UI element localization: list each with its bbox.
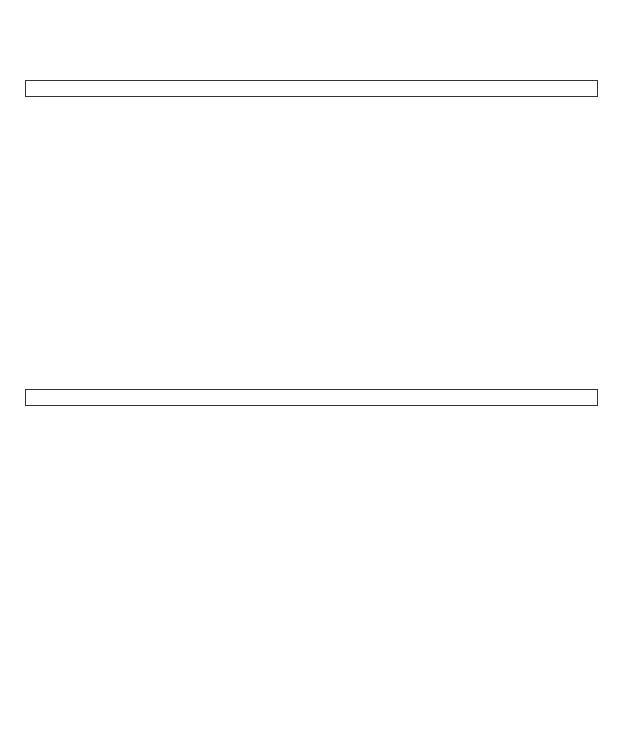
friday-title <box>25 80 598 97</box>
saturday-title <box>25 389 598 406</box>
